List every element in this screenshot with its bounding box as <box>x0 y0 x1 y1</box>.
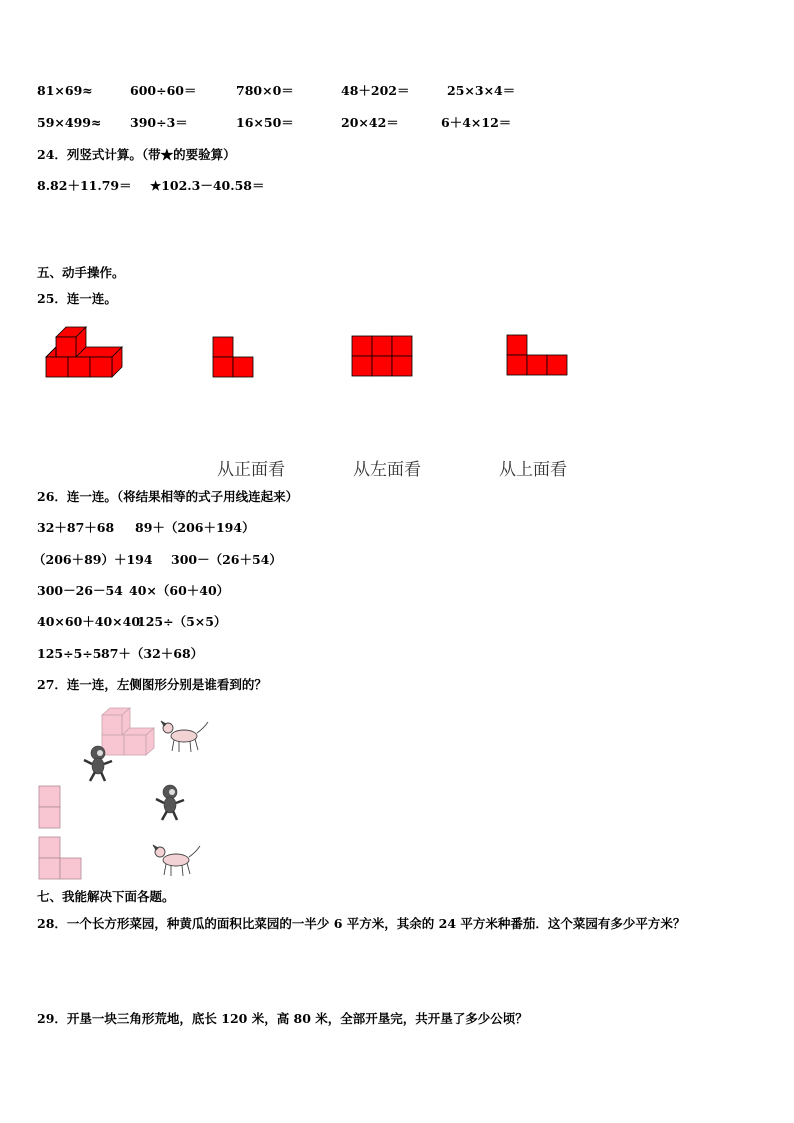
calc-item: 390÷3＝ <box>130 115 188 130</box>
question-24-title: 24．列竖式计算。（带★的要验算） <box>37 147 236 162</box>
expression-left: 125÷5÷5 <box>37 646 102 661</box>
expression-right: 125÷（5×5） <box>137 614 227 629</box>
view-shape-l-wide <box>506 334 570 378</box>
view-label-top: 从上面看 <box>499 460 567 480</box>
calc-item: 16×50＝ <box>236 115 294 130</box>
calc-item: 600÷60＝ <box>130 83 197 98</box>
calc-item: 59×499≈ <box>37 115 102 130</box>
view-shape-grid-3x2 <box>351 335 415 379</box>
view-shape-l-small <box>212 336 256 378</box>
cube-stack-3d-figure <box>46 325 126 385</box>
calc-item: 48＋202＝ <box>341 83 410 98</box>
expression-right: 300－（26＋54） <box>171 552 282 567</box>
calc-item: 20×42＝ <box>341 115 399 130</box>
expression-left: 300－26－54 <box>37 583 123 598</box>
expression-right: 40×（60＋40） <box>129 583 230 598</box>
calc-item: 81×69≈ <box>37 83 93 98</box>
view-shape-two-stacked <box>38 785 62 829</box>
question-27-title: 27．连一连，左侧图形分别是谁看到的？ <box>37 677 267 692</box>
monkey-icon <box>152 783 188 823</box>
vertical-calc-item: ★102.3－40.58＝ <box>150 178 265 193</box>
vertical-calc-item: 8.82＋11.79＝ <box>37 178 132 193</box>
expression-right: 87＋（32＋68） <box>101 646 204 661</box>
section-5-title: 五、动手操作。 <box>37 265 125 280</box>
view-shape-l-pink <box>38 836 84 880</box>
dog-icon <box>152 842 202 878</box>
view-label-left: 从左面看 <box>353 460 421 480</box>
calc-item: 25×3×4＝ <box>447 83 516 98</box>
monkey-icon <box>80 744 116 784</box>
question-25-title: 25．连一连。 <box>37 291 117 306</box>
question-28-text: 28．一个长方形菜园，种黄瓜的面积比菜园的一半少 6 平方米，其余的 24 平方米种番茄．这个菜园有多少平方米？ <box>37 916 686 931</box>
question-26-title: 26．连一连。（将结果相等的式子用线连起来） <box>37 489 299 504</box>
calc-item: 780×0＝ <box>236 83 294 98</box>
expression-left: 32＋87＋68 <box>37 520 115 535</box>
dog-icon <box>160 718 210 754</box>
expression-right: 89＋（206＋194） <box>135 520 255 535</box>
question-29-text: 29．开垦一块三角形荒地，底长 120 米，高 80 米，全部开垦完，共开垦了多少公顷？ <box>37 1011 528 1026</box>
expression-left: （206＋89）＋194 <box>33 552 153 567</box>
view-label-front: 从正面看 <box>217 460 285 480</box>
section-7-title: 七、我能解决下面各题。 <box>37 889 175 904</box>
calc-item: 6＋4×12＝ <box>441 115 512 130</box>
expression-left: 40×60＋40×40 <box>37 614 141 629</box>
